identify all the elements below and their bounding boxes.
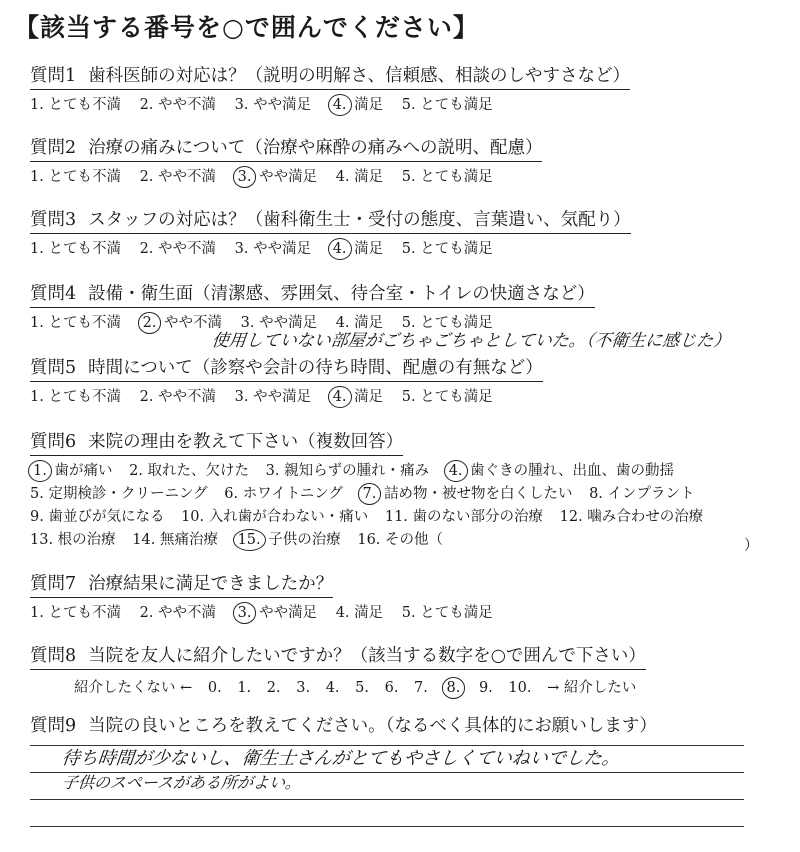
question-7-title (30, 570, 333, 598)
question-8 (30, 642, 772, 697)
option[interactable]: 5. とても満足 (401, 315, 493, 331)
option[interactable]: 2. 取れた、欠けた (129, 463, 250, 479)
option[interactable]: 4. 満足 (335, 605, 384, 621)
question-3-options (30, 237, 772, 258)
option-circled[interactable] (140, 311, 222, 332)
circle-mark: 4. (328, 94, 352, 116)
question-9-number: 質問9 (30, 716, 77, 736)
option[interactable]: 11. 歯のない部分の治療 (384, 509, 544, 525)
option[interactable]: 3. 親知らずの腫れ・痛み (265, 463, 430, 479)
option[interactable]: 5. とても満足 (401, 605, 493, 621)
option-other[interactable]: 16. その他（ (357, 532, 444, 548)
option-label: 歯ぐきの腫れ、出血、歯の動揺 (470, 463, 675, 479)
option[interactable]: 4. 満足 (335, 169, 384, 185)
option[interactable]: 1. とても不満 (30, 389, 121, 405)
scale-option[interactable]: 9. (478, 680, 493, 696)
option[interactable]: 2. やや不満 (139, 605, 217, 621)
option-label: やや満足 (259, 605, 318, 621)
options-row (30, 529, 772, 552)
option[interactable]: 3. やや満足 (234, 389, 312, 405)
question-1-options (30, 93, 772, 114)
circle-mark: 1. (28, 460, 52, 482)
question-6-title (30, 428, 403, 456)
option[interactable]: 2. やや不満 (139, 241, 217, 257)
option[interactable]: 5. とても満足 (401, 389, 493, 405)
page-header: 【該当する番号を○で囲んでください】 (14, 13, 479, 42)
circle-mark: 3. (233, 602, 257, 624)
option-label: 満足 (354, 389, 384, 405)
option[interactable]: 1. とても不満 (30, 97, 121, 113)
question-5-number: 質問5 (30, 358, 77, 378)
question-2 (30, 134, 772, 186)
question-1-title (30, 62, 630, 90)
scale-left-label: 紹介したくない ← (74, 680, 193, 696)
question-8-number: 質問8 (30, 646, 77, 666)
question-8-text: 当院を友人に紹介したいですか？（該当する数字を○で囲んで下さい） (88, 646, 646, 666)
question-6-options (30, 460, 772, 552)
option[interactable]: 9. 歯並びが気になる (30, 509, 165, 525)
option[interactable]: 8. インプラント (589, 486, 695, 502)
scale-option[interactable]: 0. (207, 680, 222, 696)
question-2-title (30, 134, 542, 162)
scale-option[interactable]: 7. (414, 680, 428, 696)
option-label: やや不満 (164, 315, 223, 331)
option[interactable]: 5. とても満足 (401, 97, 493, 113)
option-label: 満足 (354, 97, 384, 113)
circle-mark: 3. (233, 166, 257, 188)
question-3-text: スタッフの対応は？（歯科衛生士・受付の態度、言葉遣い、気配り） (88, 210, 631, 230)
question-6-number: 質問6 (30, 432, 77, 452)
question-9 (30, 712, 772, 737)
question-6 (30, 428, 772, 552)
options-row (30, 483, 772, 506)
option[interactable]: 12. 噛み合わせの治療 (559, 509, 704, 525)
options-row (30, 460, 772, 483)
option[interactable]: 2. やや不満 (139, 389, 217, 405)
scale-right-label: → 紹介したい (547, 680, 637, 696)
question-4-number: 質問4 (30, 284, 77, 304)
options-row (30, 506, 772, 529)
handwritten-answer-line-2: 子供のスペースがある所がよい。 (60, 773, 303, 792)
question-7 (30, 570, 772, 622)
option-circled[interactable] (235, 601, 317, 622)
question-5 (30, 354, 772, 406)
question-4-text: 設備・衛生面（清潔感、雰囲気、待合室・トイレの快適さなど） (88, 284, 595, 304)
question-1-number: 質問1 (30, 66, 77, 86)
scale-option[interactable]: 4. (325, 680, 340, 696)
question-9-text: 当院の良いところを教えてください。（なるべく具体的にお願いします） (88, 716, 657, 736)
scale-option[interactable]: 10. (508, 680, 532, 696)
circle-mark: 4. (328, 386, 352, 408)
scale-option[interactable]: 1. (237, 680, 252, 696)
option-label: 満足 (354, 241, 384, 257)
question-4 (30, 280, 772, 332)
question-7-number: 質問7 (30, 574, 77, 594)
circle-mark: 2. (138, 312, 162, 334)
option-label: 子供の治療 (268, 532, 341, 548)
option[interactable]: 1. とても不満 (30, 315, 121, 331)
option[interactable]: 1. とても不満 (30, 241, 121, 257)
option-circled[interactable] (446, 460, 674, 483)
option-label: やや満足 (259, 169, 318, 185)
question-7-options (30, 601, 772, 622)
question-5-options (30, 385, 772, 406)
option[interactable]: 3. やや満足 (234, 241, 312, 257)
option[interactable]: 1. とても不満 (30, 169, 121, 185)
scale-option[interactable]: 6. (384, 680, 399, 696)
question-8-scale (74, 676, 772, 697)
question-7-text: 治療結果に満足できましたか？ (88, 574, 334, 594)
option[interactable]: 3. やや満足 (234, 97, 312, 113)
question-1-text: 歯科医師の対応は？（説明の明解さ、信頼感、相談のしやすさなど） (88, 66, 630, 86)
question-4-title (30, 280, 595, 308)
option-circled[interactable] (30, 460, 112, 483)
option-label: 歯が痛い (54, 463, 113, 479)
option[interactable]: 2. やや不満 (139, 97, 217, 113)
question-2-text: 治療の痛みについて（治療や麻酔の痛みへの説明、配慮） (88, 138, 543, 158)
option[interactable]: 5. とても満足 (401, 241, 493, 257)
scale-option[interactable]: 5. (355, 680, 369, 696)
question-5-text: 時間について（診察や会計の待ち時間、配慮の有無など） (88, 358, 543, 378)
question-9-title (30, 712, 772, 737)
scale-option[interactable]: 2. (266, 680, 281, 696)
circle-mark: 7. (358, 483, 382, 505)
circle-mark: 15. (233, 529, 266, 551)
option-circled[interactable] (235, 165, 317, 186)
option[interactable]: 5. とても満足 (401, 169, 493, 185)
option-circled[interactable] (330, 237, 383, 258)
handwritten-comment-q4: 使用していない部屋がごちゃごちゃとしていた。（不衛生に感じた） (210, 331, 732, 351)
option[interactable]: 5. 定期検診・クリーニング (30, 486, 208, 502)
option[interactable]: 10. 入れ歯が合わない・痛い (181, 509, 369, 525)
option[interactable]: 3. やや満足 (240, 315, 318, 331)
question-3-number: 質問3 (30, 210, 77, 230)
circle-mark: 4. (328, 238, 352, 260)
option-circled[interactable] (360, 483, 573, 506)
question-6-text: 来院の理由を教えて下さい（複数回答） (88, 432, 404, 452)
answer-line (30, 826, 744, 827)
scale-option-circled[interactable] (444, 680, 464, 696)
option[interactable]: 6. ホワイトニング (224, 486, 343, 502)
question-3-title (30, 206, 631, 234)
option[interactable]: 13. 根の治療 (30, 532, 116, 548)
question-5-title (30, 354, 543, 382)
question-8-title (30, 642, 646, 670)
question-2-number: 質問2 (30, 138, 77, 158)
option[interactable]: 4. 満足 (335, 315, 384, 331)
question-3 (30, 206, 772, 258)
scale-option[interactable]: 3. (296, 680, 311, 696)
question-2-options (30, 165, 772, 186)
other-close-paren: ） (744, 538, 759, 554)
answer-line (30, 799, 744, 800)
option[interactable]: 14. 無痛治療 (132, 532, 218, 548)
question-1 (30, 62, 772, 114)
option-circled[interactable] (330, 93, 383, 114)
option-label: 詰め物・被せ物を白くしたい (383, 486, 573, 502)
circle-mark: 4. (444, 460, 468, 482)
option-circled[interactable] (330, 385, 383, 406)
circle-mark: 8. (442, 677, 466, 699)
handwritten-answer-line-1: 待ち時間が少ないし、衛生士さんがとてもやさしくていねいでした。 (60, 748, 621, 769)
option-circled[interactable] (235, 529, 341, 552)
option[interactable]: 2. やや不満 (139, 169, 217, 185)
option[interactable]: 1. とても不満 (30, 605, 121, 621)
